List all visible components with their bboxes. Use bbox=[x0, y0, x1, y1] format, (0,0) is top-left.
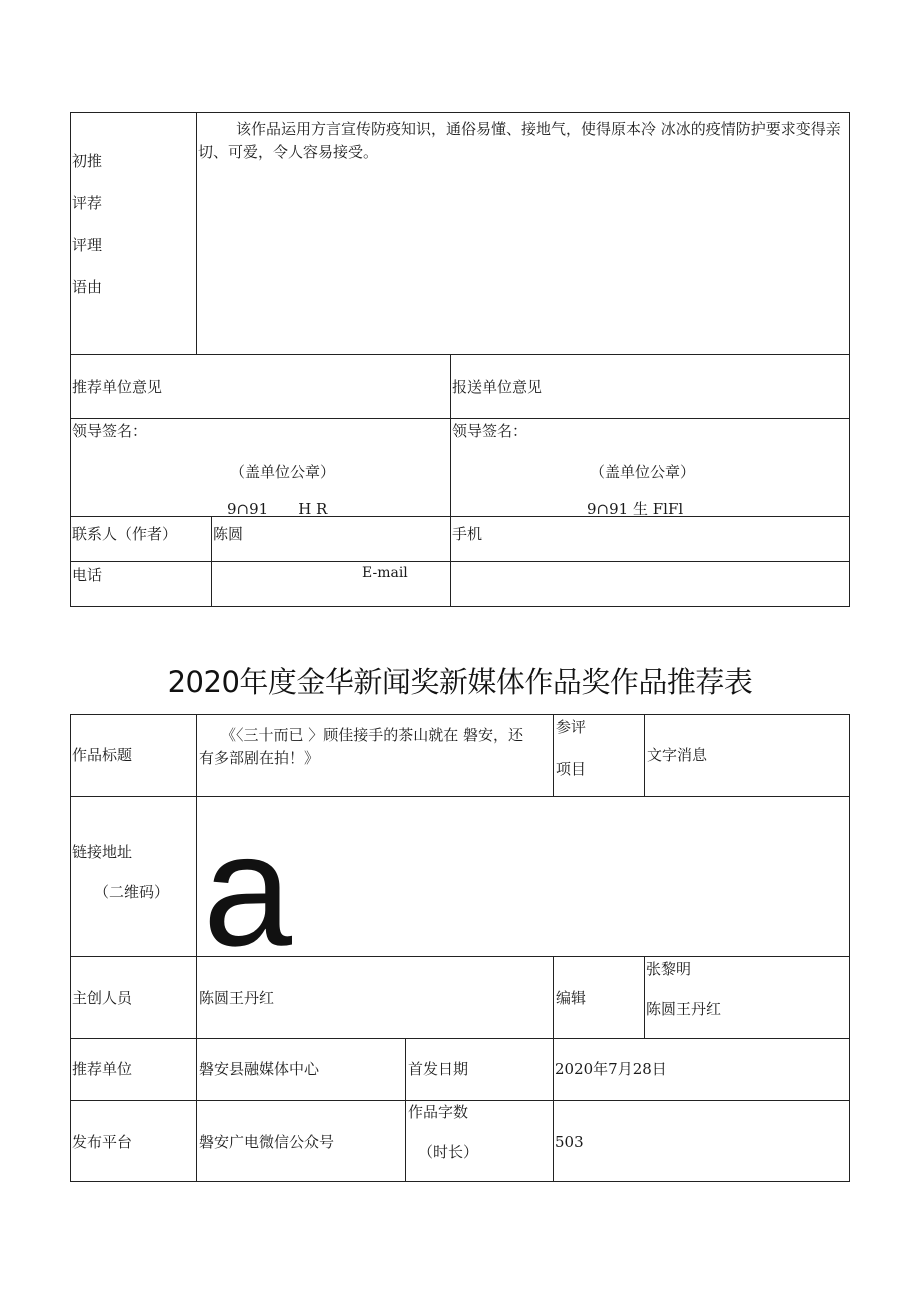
editor-label: 编辑 bbox=[556, 989, 587, 1007]
table1-row-divider bbox=[70, 516, 850, 517]
table2-row-divider bbox=[70, 796, 850, 797]
date-left-clip bbox=[200, 496, 400, 516]
link-sub-label: （二维码） bbox=[94, 883, 170, 901]
review-text: 该作品运用方言宣传防疫知识，通俗易懂、接地气，使得原本冷 冰冰的疫情防护要求变得亲切、可爱，令人容易接受。 bbox=[198, 120, 841, 162]
word-count-value: 503 bbox=[555, 1133, 584, 1151]
recommend-unit-opinion-label: 推荐单位意见 bbox=[72, 378, 163, 396]
review-label-line-3: 评理 bbox=[72, 236, 103, 254]
table2-col-divider bbox=[553, 714, 554, 796]
platform-value: 磐安广电微信公众号 bbox=[199, 1133, 335, 1151]
table2-row-divider bbox=[70, 956, 850, 957]
tel-label: 电话 bbox=[72, 566, 103, 584]
table1-row-divider bbox=[70, 418, 850, 419]
category-label-line-1: 参评 bbox=[556, 718, 587, 736]
review-label-line-2: 评荐 bbox=[72, 194, 103, 212]
date-right-clip bbox=[560, 496, 760, 516]
creator-value: 陈圆王丹红 bbox=[199, 989, 275, 1007]
seal-right-label: （盖单位公章） bbox=[590, 463, 696, 481]
review-label-line-1: 初推 bbox=[72, 152, 103, 170]
table1-col-divider bbox=[450, 354, 451, 606]
table2-col-divider bbox=[553, 1038, 554, 1182]
page-title: 2020年度金华新闻奖新媒体作品奖作品推荐表 bbox=[167, 665, 753, 699]
table2-col-divider bbox=[644, 956, 645, 1038]
table2-border-bottom bbox=[70, 1181, 850, 1182]
word-count-label-line-2: （时长） bbox=[418, 1143, 479, 1161]
table1-col-divider bbox=[211, 516, 212, 606]
table1-border-right bbox=[849, 112, 850, 607]
leader-signature-right-label: 领导签名： bbox=[452, 422, 528, 440]
first-pub-value: 2020年7月28日 bbox=[555, 1060, 667, 1078]
table2-col-divider bbox=[644, 714, 645, 796]
submit-unit-opinion-label: 报送单位意见 bbox=[452, 378, 543, 396]
contact-label: 联系人（作者） bbox=[72, 525, 178, 543]
table2-border-right bbox=[849, 714, 850, 1182]
table2-border-left bbox=[70, 714, 71, 1182]
table2-col-divider bbox=[553, 956, 554, 1038]
link-label: 链接地址 bbox=[72, 843, 133, 861]
table2-border-top bbox=[70, 714, 850, 715]
editor-value-line-2: 陈圆王丹红 bbox=[646, 1000, 722, 1018]
date-left-value: 9∩91 H R bbox=[227, 500, 328, 516]
recommend-unit-value: 磐安县融媒体中心 bbox=[199, 1060, 320, 1078]
platform-label: 发布平台 bbox=[72, 1133, 133, 1151]
qr-code-placeholder[interactable] bbox=[203, 842, 313, 956]
recommend-unit-label: 推荐单位 bbox=[72, 1060, 133, 1078]
table1-row-divider bbox=[70, 561, 850, 562]
editor-value-line-1: 张黎明 bbox=[646, 960, 692, 978]
first-pub-label: 首发日期 bbox=[408, 1060, 469, 1078]
table1-border-top bbox=[70, 112, 850, 113]
category-label-line-2: 项目 bbox=[556, 760, 587, 778]
review-label-line-4: 语由 bbox=[72, 278, 103, 296]
phone-label: 手机 bbox=[452, 525, 483, 543]
table1-row-divider bbox=[70, 354, 850, 355]
qr-glyph-text: a bbox=[203, 842, 292, 956]
leader-signature-left-label: 领导签名： bbox=[72, 422, 148, 440]
table1-border-bottom bbox=[70, 606, 850, 607]
email-label: E-mail bbox=[362, 565, 408, 581]
seal-left-label: （盖单位公章） bbox=[230, 463, 336, 481]
table1-border-left bbox=[70, 112, 71, 607]
table1-col-divider bbox=[196, 112, 197, 354]
date-right-value: 9∩91 生 FlFl bbox=[587, 500, 684, 516]
work-title-label: 作品标题 bbox=[72, 746, 133, 764]
contact-value: 陈圆 bbox=[213, 525, 244, 543]
work-title-value: 《〈三十而已 〉顾佳接手的茶山就在 磐安，还有多部剧在拍！》 bbox=[199, 726, 524, 768]
table2-row-divider bbox=[70, 1100, 850, 1101]
table2-col-divider bbox=[196, 714, 197, 1182]
category-value: 文字消息 bbox=[647, 746, 708, 764]
word-count-label-line-1: 作品字数 bbox=[408, 1103, 469, 1121]
table2-col-divider bbox=[405, 1038, 406, 1182]
creator-label: 主创人员 bbox=[72, 989, 133, 1007]
table2-row-divider bbox=[70, 1038, 850, 1039]
